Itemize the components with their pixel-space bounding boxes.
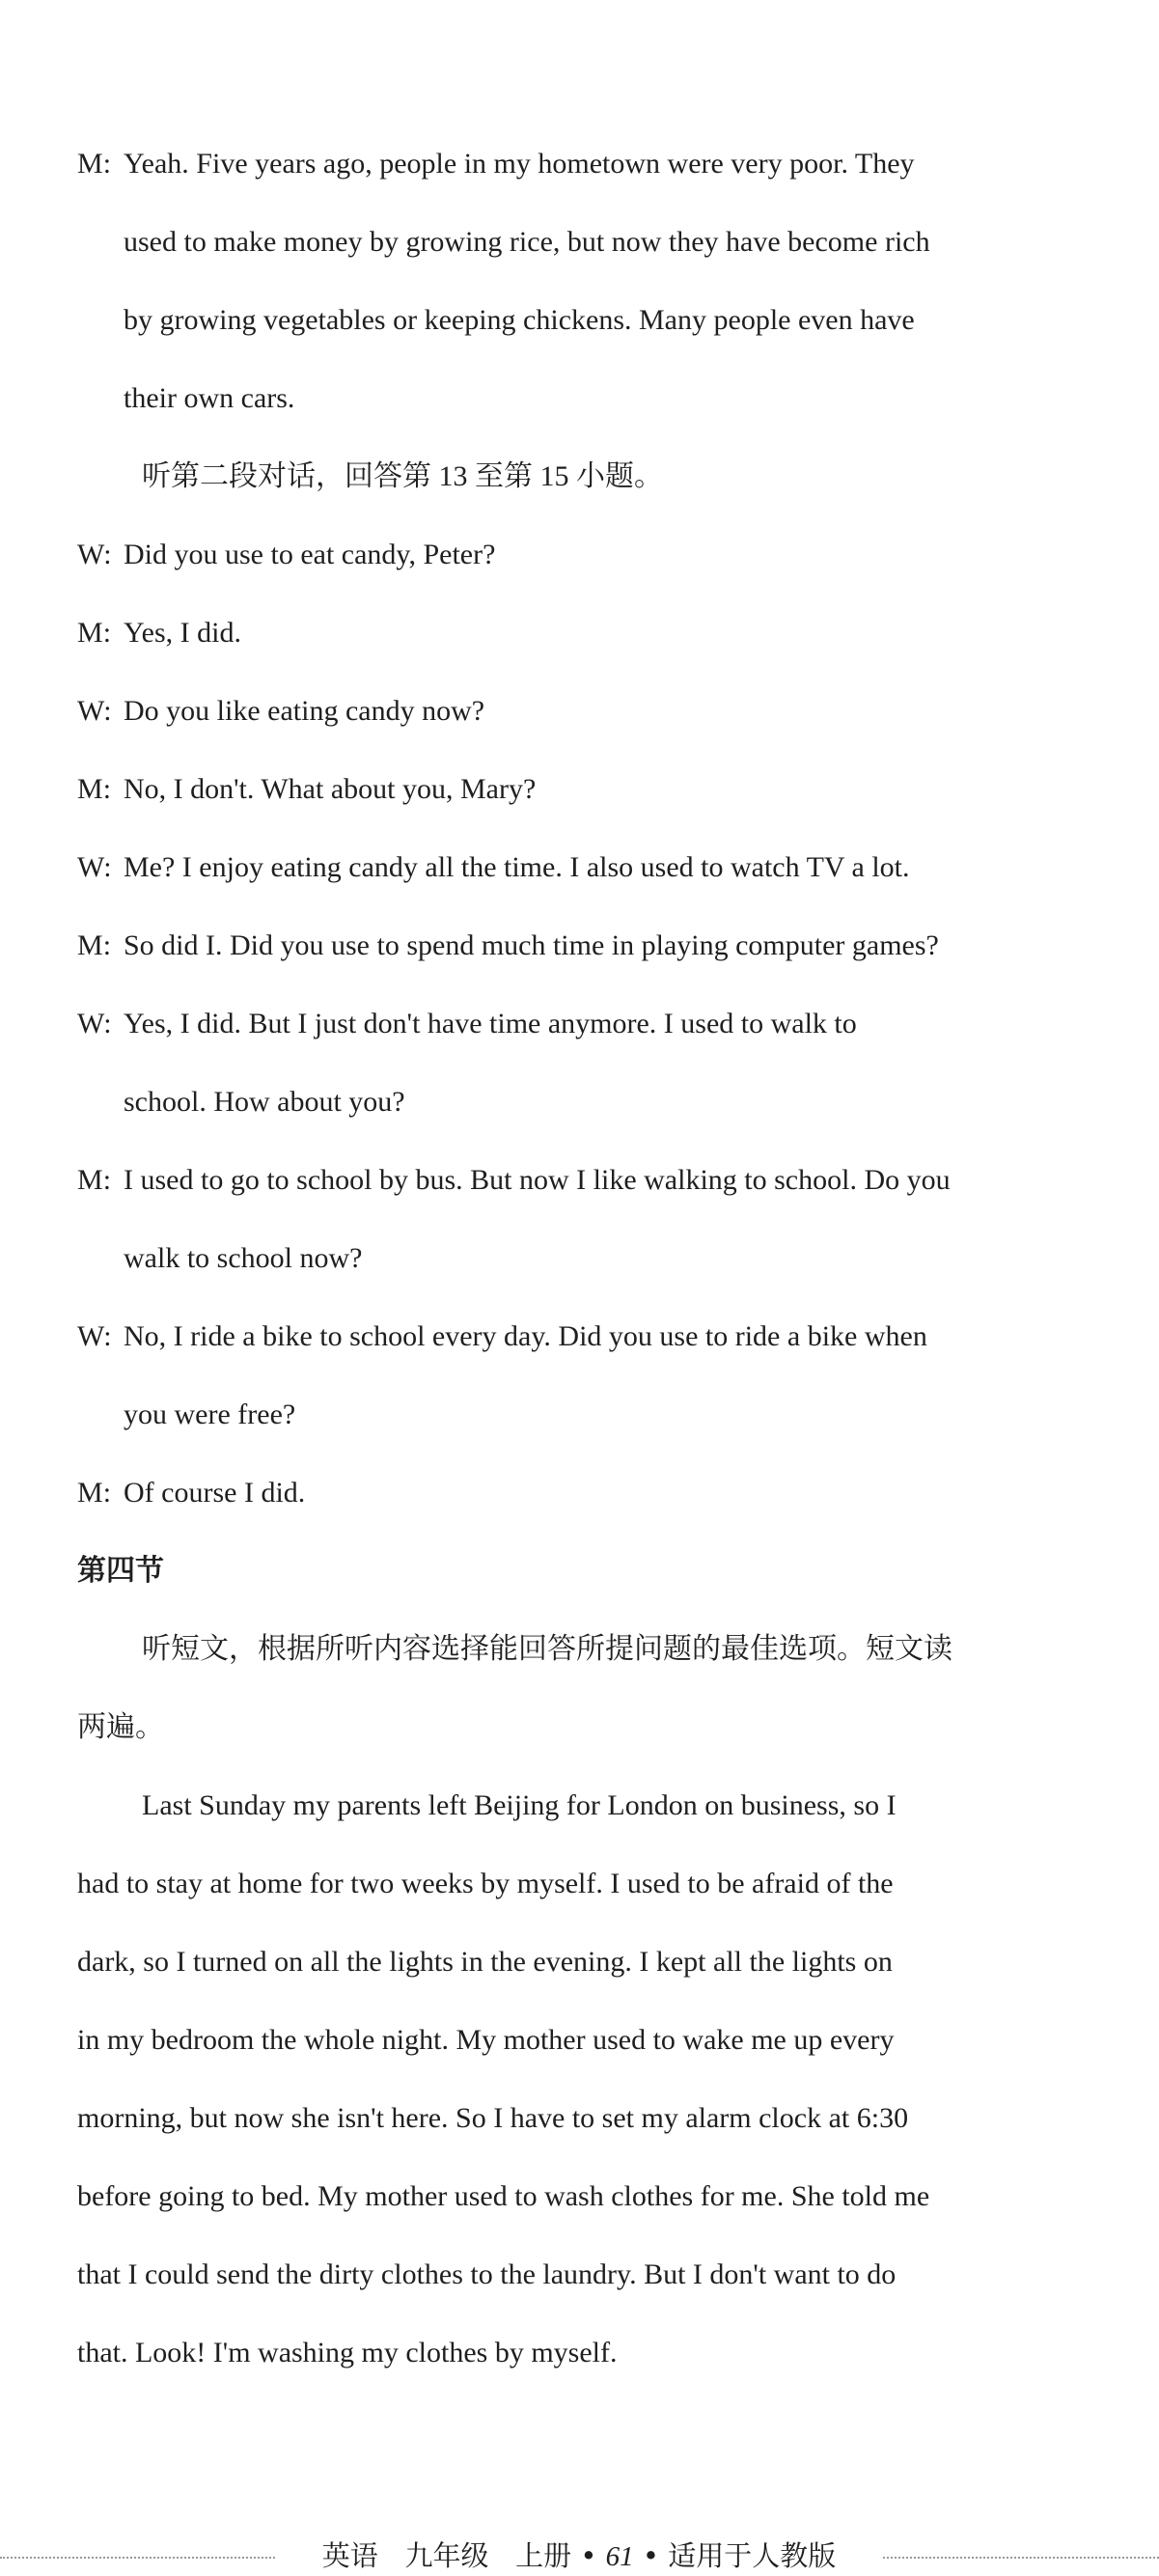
footer-text: 英语 九年级 上册 • 61 • 适用于人教版 — [321, 2539, 837, 2572]
dialogue-text: Did you use to eat candy, Peter? — [124, 539, 496, 570]
dialogue-line — [77, 1317, 927, 1356]
footer-divider-left — [0, 2557, 275, 2559]
dialogue-line — [77, 614, 241, 652]
dialogue-text: Of course I did. — [124, 1477, 306, 1509]
passage-line: that I could send the dirty clothes to the laundry. But I don't want to do — [77, 2258, 897, 2290]
dialogue-line — [77, 145, 915, 183]
dialogue-line — [77, 1161, 951, 1200]
dialogue-continuation: their own cars. — [124, 382, 295, 414]
speaker-label: W: — [77, 851, 112, 883]
dialogue-text: Do you like eating candy now? — [124, 695, 485, 727]
dialogue-continuation: school. How about you? — [124, 1086, 405, 1118]
section-four-heading: 第四节 — [77, 1554, 164, 1588]
dialogue-text: No, I ride a bike to school every day. Did you use to ride a bike when — [124, 1320, 927, 1352]
dialogue-continuation: by growing vegetables or keeping chickens. Many people even have — [124, 304, 915, 336]
speaker-label: M: — [77, 1477, 112, 1509]
section-four-instruction: 两遍。 — [77, 1711, 164, 1743]
dialogue-text: So did I. Did you use to spend much time in playing computer games? — [124, 929, 939, 961]
dialogue-line — [77, 536, 495, 574]
dialogue-line — [77, 927, 939, 965]
speaker-label: M: — [77, 773, 112, 805]
dialogue-text: Yeah. Five years ago, people in my hometown were very poor. They — [124, 148, 915, 180]
speaker-label: W: — [77, 695, 112, 727]
dialogue-line — [77, 1474, 305, 1512]
dialogue-continuation: used to make money by growing rice, but now they have become rich — [124, 226, 930, 258]
speaker-label: W: — [77, 539, 112, 570]
passage-line: that. Look! I'm washing my clothes by myself. — [77, 2337, 618, 2368]
footer-grade: 九年级 — [404, 2539, 489, 2572]
passage-line: before going to bed. My mother used to wash clothes for me. She told me — [77, 2180, 930, 2212]
dialogue-text: I used to go to school by bus. But now I like walking to school. Do you — [124, 1164, 951, 1196]
passage-line: had to stay at home for two weeks by myself. I used to be afraid of the — [77, 1868, 894, 1899]
passage-line: Last Sunday my parents left Beijing for London on business, so I — [142, 1789, 897, 1821]
speaker-label: M: — [77, 617, 112, 649]
speaker-label: W: — [77, 1008, 112, 1039]
speaker-label: M: — [77, 1164, 112, 1196]
speaker-label: M: — [77, 148, 112, 180]
section-four-instruction: 听短文，根据所听内容选择能回答所提问题的最佳选项。短文读 — [142, 1633, 952, 1665]
dialogue-line — [77, 692, 484, 731]
dialogue-text: No, I don't. What about you, Mary? — [124, 773, 537, 805]
dialogue-line — [77, 770, 536, 809]
dialogue-line — [77, 1005, 857, 1043]
dialogue-text: Me? I enjoy eating candy all the time. I also used to watch TV a lot. — [124, 851, 910, 883]
dialogue-continuation: you were free? — [124, 1399, 296, 1430]
dialogue-text: Yes, I did. But I just don't have time anymore. I used to walk to — [124, 1008, 857, 1039]
dialogue-continuation: walk to school now? — [124, 1242, 363, 1274]
passage-line: dark, so I turned on all the lights in the evening. I kept all the lights on — [77, 1946, 893, 1978]
passage-line: morning, but now she isn't here. So I have to set my alarm clock at 6:30 — [77, 2102, 909, 2134]
footer-subject: 英语 — [321, 2539, 378, 2572]
footer-volume: 上册 — [515, 2539, 572, 2572]
speaker-label: W: — [77, 1320, 112, 1352]
footer-edition: 适用于人教版 — [668, 2539, 837, 2572]
footer-divider-right — [883, 2557, 1159, 2559]
passage-line: in my bedroom the whole night. My mother used to wake me up every — [77, 2024, 895, 2056]
dialogue-text: Yes, I did. — [124, 617, 241, 649]
page-footer — [0, 2536, 1159, 2575]
dialogue-two-instruction: 听第二段对话，回答第 13 至第 15 小题。 — [142, 460, 663, 492]
dialogue-line — [77, 848, 910, 887]
page-number: 61 — [605, 2541, 634, 2572]
speaker-label: M: — [77, 929, 112, 961]
